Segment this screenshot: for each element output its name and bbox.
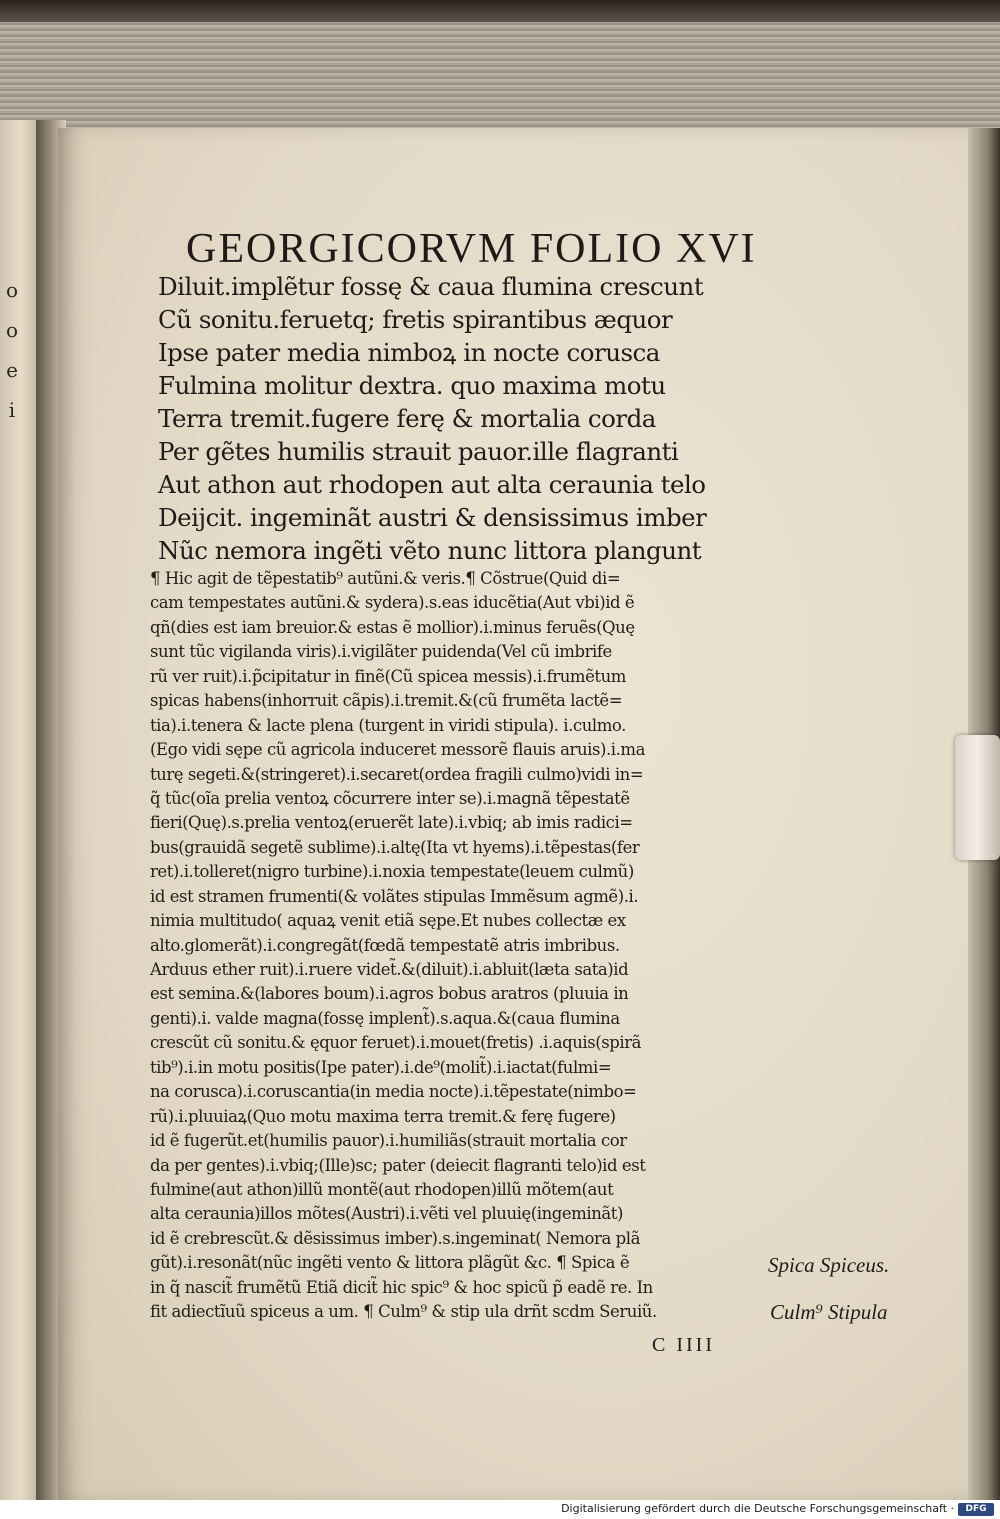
commentary-line: in q̃ nascit̃ frumẽtũ Etiã dicit̃ hic spic⁹ & hoc spicũ p̃ eadẽ re. In (150, 1277, 653, 1297)
margin-note-spica: Spica Spiceus. (768, 1253, 890, 1277)
verse-line: Ipse pater media nimboꝝ in nocte corusca (158, 338, 660, 367)
commentary-line: est semina.&(labores boum).i.agros bobus aratros (pluuia in (150, 984, 629, 1004)
footer-bar (0, 1500, 1000, 1519)
commentary-line: gũt).i.resonãt(nũc ingẽti vento & littora plãgũt &c. ¶ Spica ẽ (150, 1253, 630, 1273)
commentary-line: Arduus ether ruit).i.ruere videt̃.&(diluit).i.abluit(læta sata)id (150, 960, 629, 979)
commentary-block (150, 567, 780, 1325)
commentary-line: sunt tũc vigilanda viris).i.vigilãter puidenda(Vel cũ imbrife (150, 642, 612, 662)
commentary-line: qñ(dies est iam breuior.& estas ẽ mollior).i.minus feruẽs(Quę (150, 617, 635, 637)
commentary-line: spicas habens(inhorruit cãpis).i.tremit.&(cũ frumẽta lactẽ= (150, 691, 623, 711)
verse-line: Cũ sonitu.feruetq; fretis spirantibus æquor (158, 305, 673, 334)
signature-mark: C IIII (652, 1334, 715, 1356)
commentary-line: fit adiectĩuũ spiceus a um. ¶ Culm⁹ & stip ula drñt scdm Seruiũ. (150, 1302, 657, 1322)
commentary-line: fieri(Quę).s.prelia ventoꝝ(eruerẽt late).i.vbiq; ab imis radici= (150, 813, 633, 833)
commentary-line: na corusca).i.coruscantia(in media nocte).i.tẽpestate(nimbo= (150, 1082, 637, 1102)
commentary-line: alta ceraunia)illos mõtes(Austri).i.vẽti vel pluuię(ingeminãt) (150, 1204, 623, 1224)
commentary-line: ret).i.tolleret(nigro turbine).i.noxia tempestate(leuem culmũ) (150, 862, 634, 882)
commentary-line: rũ ver ruit).i.p̃cipitatur in finẽ(Cũ spicea messis).i.frumẽtum (150, 666, 626, 686)
verse-line: Aut athon aut rhodopen aut alta ceraunia telo (158, 470, 706, 499)
commentary-line: genti).i. valde magna(fossę implent̃).s.aqua.&(caua flumina (150, 1008, 620, 1028)
commentary-line: q̃ tũc(oĩa prelia ventoꝝ cõcurrere inter se).i.magnã tẽpestatẽ (150, 788, 630, 808)
left-glyph: o (5, 318, 19, 342)
commentary-line: ¶ Hic agit de tẽpestatib⁹ autũni.& veris.¶ Cõstrue(Quid di= (150, 569, 621, 588)
commentary-line: crescũt cũ sonitu.& ęquor feruet).i.mouet(fretis) .i.aquis(spirã (150, 1033, 642, 1053)
commentary-line: fulmine(aut athon)illũ montẽ(aut rhodopen)illũ mõtem(aut (150, 1179, 614, 1199)
book-page-stack (0, 22, 1000, 134)
commentary-line: cam tempestates autũni.& sydera).s.eas iducẽtia(Aut vbi)id ẽ (150, 593, 635, 613)
page-clip (955, 735, 1000, 860)
commentary-line: (Ego vidi sępe cũ agricola induceret messorẽ flauis aruis).i.ma (150, 740, 645, 760)
commentary-line: id ẽ crebrescũt.& dẽsissimus imber).s.ingeminat( Nemora plã (150, 1228, 640, 1248)
commentary-line: rũ).i.pluuiaꝝ(Quo motu maxima terra tremit.& ferę fugere) (150, 1106, 616, 1126)
left-glyph: o (5, 278, 19, 302)
show-through-text (838, 296, 948, 384)
verse-line: Diluit.implẽtur fossę & caua flumina crescunt (158, 272, 704, 301)
verse-line: Fulmina molitur dextra. quo maxima motu (158, 371, 666, 400)
verse-line: Deijcit. ingeminãt austri & densissimus imber (158, 503, 707, 532)
commentary-line: turę segeti.&(stringeret).i.secaret(ordea fragili culmo)vidi in= (150, 764, 644, 784)
commentary-line: da per gentes).i.vbiq;(Ille)sc; pater (deiecit flagranti telo)id est (150, 1155, 646, 1175)
dfg-logo: DFG (958, 1503, 994, 1516)
commentary-line: alto.glomerãt).i.congregãt(fœdã tempestatẽ atris imbribus. (150, 935, 620, 955)
commentary-line: id ẽ fugerũt.et(humilis pauor).i.humiliãs(strauit mortalia cor (150, 1131, 627, 1151)
commentary-line: nimia multitudo( aquaꝝ venit etiã sępe.Et nubes collectæ ex (150, 911, 626, 931)
verse-line: Nũc nemora ingẽti vẽto nunc littora plangunt (158, 536, 702, 565)
verse-line: Terra tremit.fugere ferę & mortalia corda (158, 404, 656, 433)
footer-credit: Digitalisierung gefördert durch die Deutsche Forschungsgemeinschaft · (561, 1502, 954, 1515)
left-glyph: i (8, 398, 16, 422)
commentary-line: bus(grauidã segetẽ sublime).i.altę(Ita vt hyems).i.tẽpestas(fer (150, 837, 640, 857)
page-header: GEORGICORVM FOLIO XVI (186, 226, 757, 272)
margin-note-culmus: Culm⁹ Stipula (770, 1300, 888, 1324)
verse-line: Per gẽtes humilis strauit pauor.ille flagranti (158, 437, 679, 466)
commentary-line: tia).i.tenera & lacte plena (turgent in viridi stipula). i.culmo. (150, 715, 626, 735)
left-page-glyphs (4, 270, 20, 430)
verse-block (158, 270, 778, 567)
left-glyph: e (6, 358, 18, 382)
commentary-line: id est stramen frumenti(& volãtes stipulas Immẽsum agmẽ).i. (150, 886, 639, 906)
commentary-line: tib⁹).i.in motu positis(Ipe pater).i.de⁹(molit̃).i.iactat(fulmi= (150, 1057, 612, 1077)
